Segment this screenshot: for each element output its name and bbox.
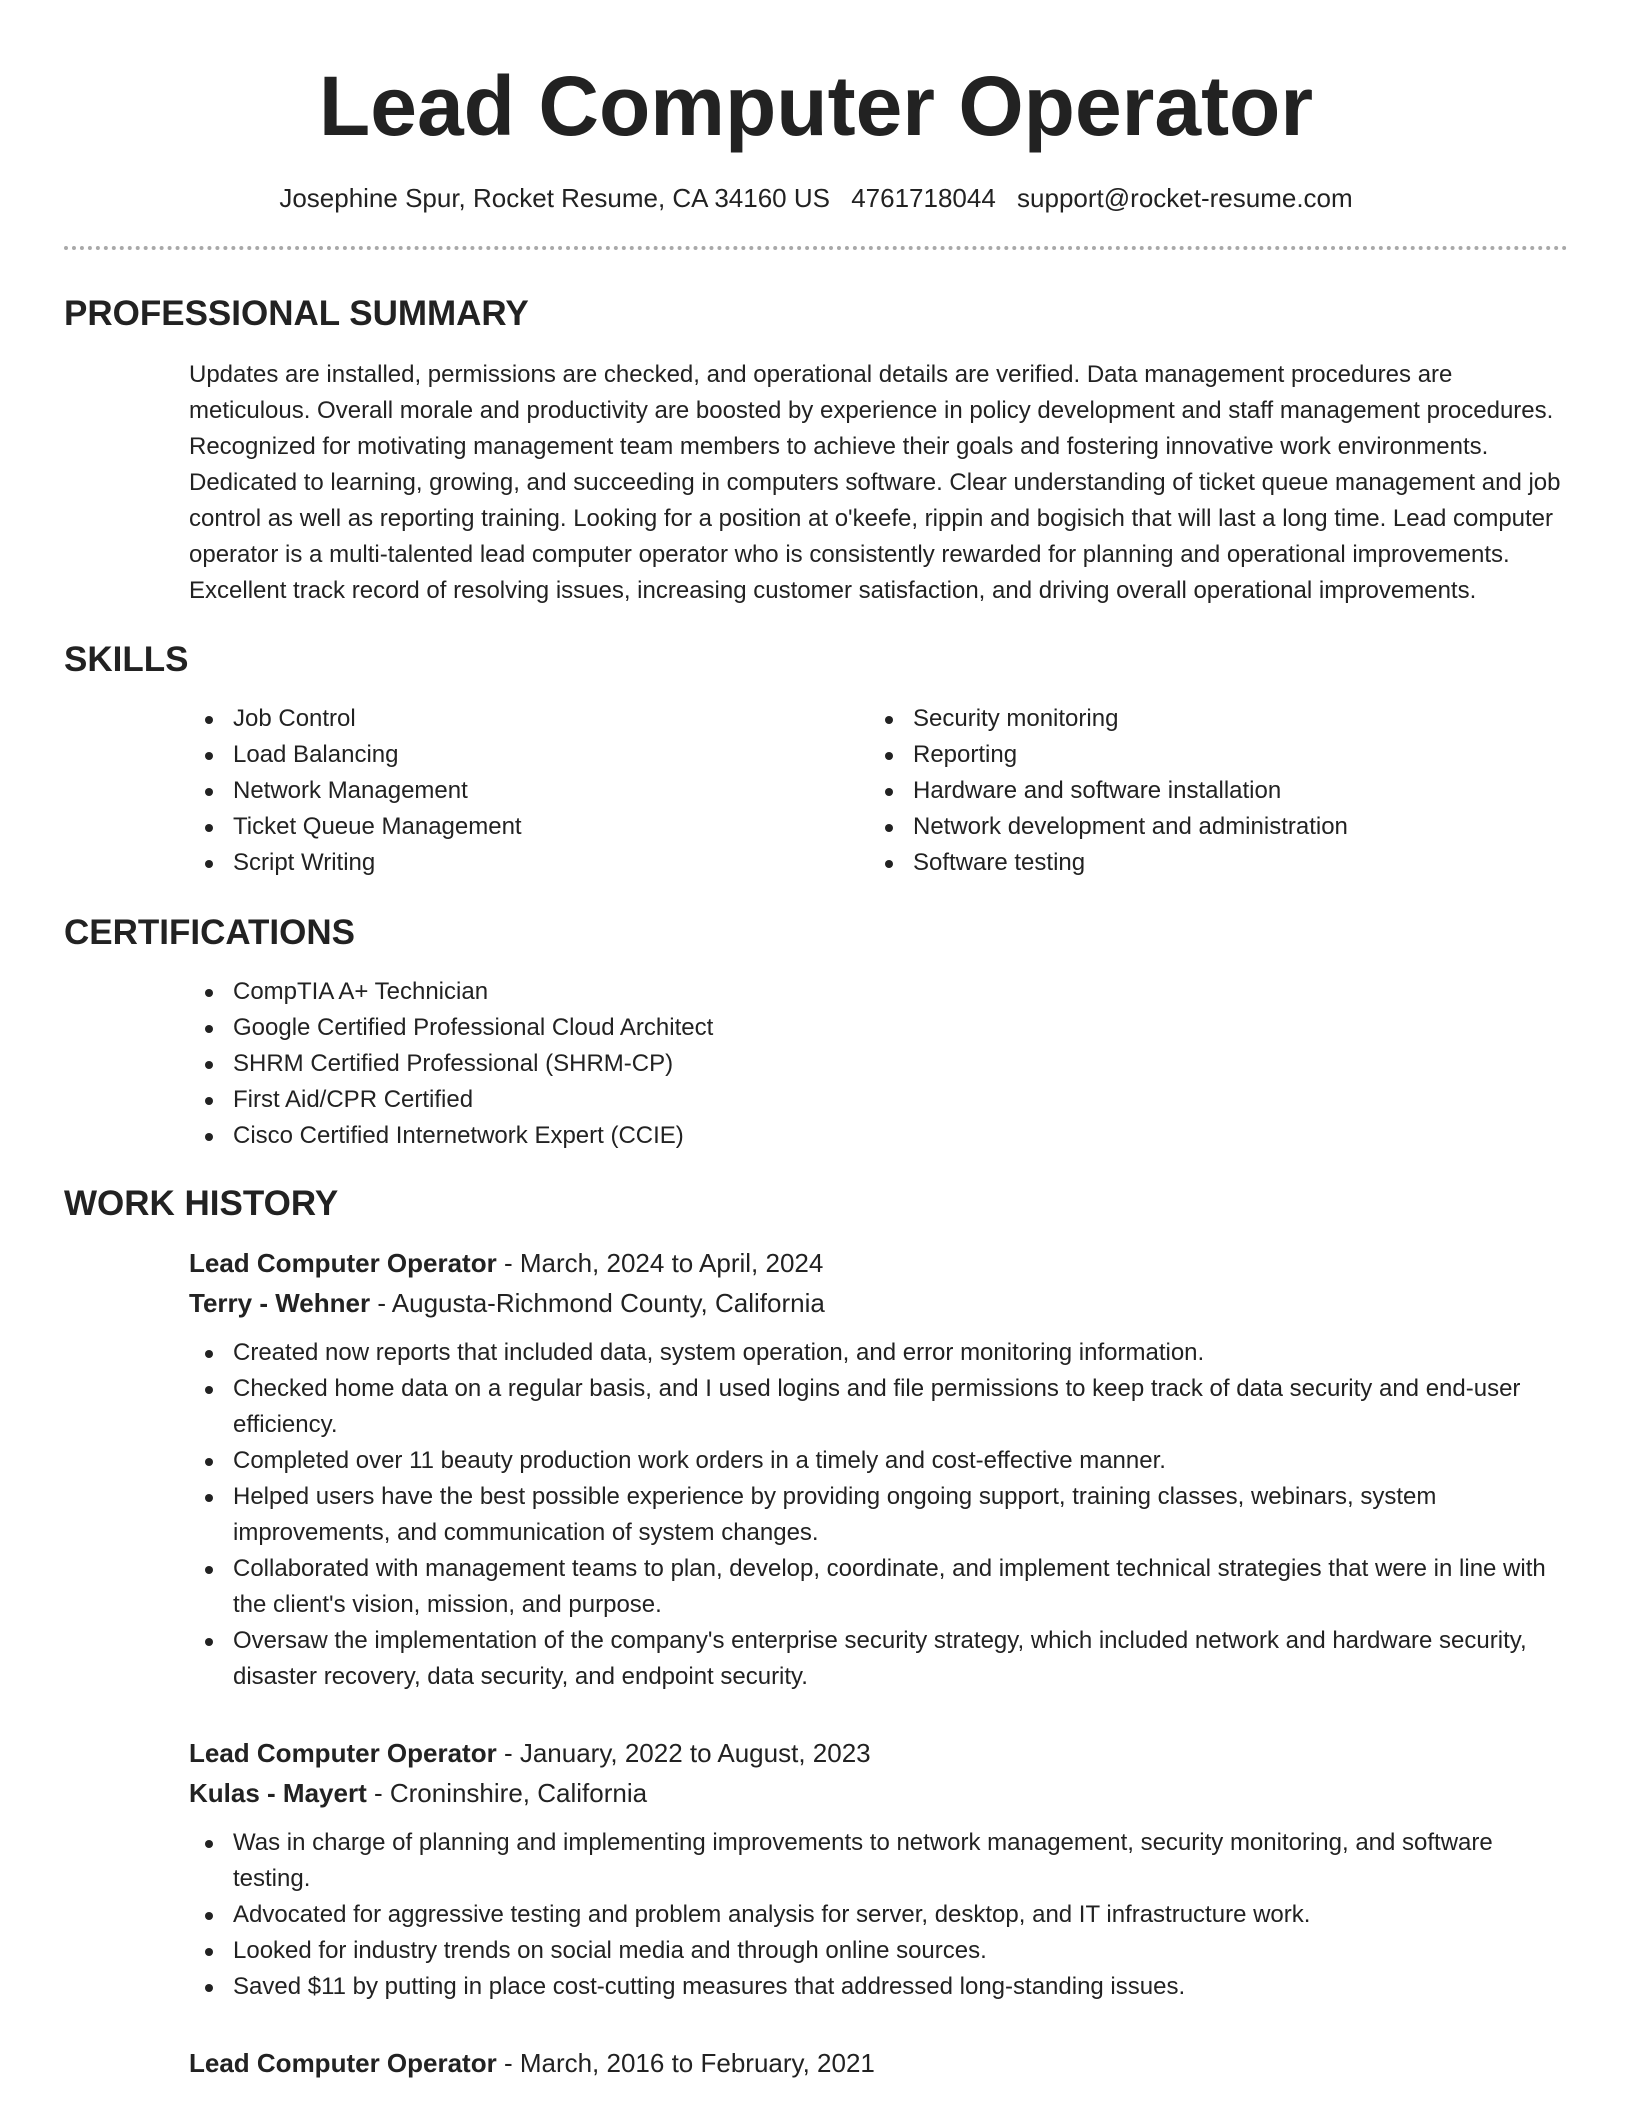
contact-line	[0, 182, 1632, 214]
certification-item: Google Certified Professional Cloud Architect	[189, 1010, 1632, 1046]
job-bullet: Collaborated with management teams to plan, develop, coordinate, and implement technical strategies that were in line with the client's vision, mission, and purpose.	[189, 1551, 1568, 1623]
job-title-line	[189, 2043, 1568, 2083]
certification-item: First Aid/CPR Certified	[189, 1082, 1632, 1118]
skills-heading: SKILLS	[64, 640, 189, 679]
skills-list-left	[189, 701, 869, 881]
contact-email: support@rocket-resume.com	[1017, 183, 1353, 213]
job-company: Kulas - Mayert	[189, 1778, 367, 1808]
job-company-line	[189, 1773, 1568, 1813]
job-bullet: Advocated for aggressive testing and problem analysis for server, desktop, and IT infrastructure work.	[189, 1897, 1568, 1933]
job-company-line	[189, 1283, 1568, 1323]
work-history-heading: WORK HISTORY	[64, 1184, 339, 1223]
certifications-list	[189, 974, 1632, 1154]
skill-item: Reporting	[869, 737, 1549, 773]
skill-item: Load Balancing	[189, 737, 869, 773]
certifications-heading: CERTIFICATIONS	[64, 913, 356, 952]
skill-item: Software testing	[869, 845, 1549, 881]
skill-item: Script Writing	[189, 845, 869, 881]
job-bullet: Helped users have the best possible experience by providing ongoing support, training classes, webinars, system improvements, and communication of system changes.	[189, 1479, 1568, 1551]
skill-item: Network development and administration	[869, 809, 1549, 845]
resume-title: Lead Computer Operator	[318, 59, 1314, 153]
job-location: - Augusta-Richmond County, California	[370, 1288, 825, 1318]
job-bullets	[189, 1335, 1568, 1695]
job-title-line	[189, 1733, 1568, 1773]
job-entry	[189, 2043, 1568, 2083]
certification-item: SHRM Certified Professional (SHRM-CP)	[189, 1046, 1632, 1082]
job-location: - Croninshire, California	[366, 1778, 648, 1808]
certification-item: Cisco Certified Internetwork Expert (CCIE)	[189, 1118, 1632, 1154]
skill-item: Security monitoring	[869, 701, 1549, 737]
job-entry	[189, 1243, 1568, 1695]
job-dates: - January, 2022 to August, 2023	[496, 1738, 871, 1768]
certification-item: CompTIA A+ Technician	[189, 974, 1632, 1010]
job-dates: - March, 2024 to April, 2024	[496, 1248, 824, 1278]
skill-item: Network Management	[189, 773, 869, 809]
header-divider	[64, 246, 1568, 250]
job-bullets	[189, 1825, 1568, 2005]
job-bullet: Looked for industry trends on social media and through online sources.	[189, 1933, 1568, 1969]
job-role: Lead Computer Operator	[189, 2048, 497, 2078]
job-entry	[189, 1733, 1568, 2005]
skill-item: Job Control	[189, 701, 869, 737]
job-company: Terry - Wehner	[189, 1288, 371, 1318]
skill-item: Ticket Queue Management	[189, 809, 869, 845]
job-bullet: Was in charge of planning and implementing improvements to network management, security monitoring, and software testing.	[189, 1825, 1568, 1897]
job-dates: - March, 2016 to February, 2021	[496, 2048, 875, 2078]
summary-heading: PROFESSIONAL SUMMARY	[64, 294, 529, 333]
job-bullet: Checked home data on a regular basis, and I used logins and file permissions to keep track of data security and end-user efficiency.	[189, 1371, 1568, 1443]
skill-item: Hardware and software installation	[869, 773, 1549, 809]
job-bullet: Saved $11 by putting in place cost-cutting measures that addressed long-standing issues.	[189, 1969, 1568, 2005]
job-bullet: Oversaw the implementation of the company's enterprise security strategy, which included network and hardware security, disaster recovery, data security, and endpoint security.	[189, 1623, 1568, 1695]
contact-phone: 4761718044	[851, 183, 996, 213]
job-role: Lead Computer Operator	[189, 1738, 497, 1768]
job-bullet: Created now reports that included data, system operation, and error monitoring information.	[189, 1335, 1568, 1371]
contact-address: Josephine Spur, Rocket Resume, CA 34160 US	[279, 183, 830, 213]
job-bullet: Completed over 11 beauty production work orders in a timely and cost-effective manner.	[189, 1443, 1568, 1479]
summary-text: Updates are installed, permissions are checked, and operational details are verified. Data management procedures are meticulous. Overall morale and productivity are boosted by experience in policy development and staff management procedures. Recognized for motivating management team members to achieve their goals and fostering innovative work environments. Dedicated to learning, growing, and succeeding in computers software. Clear understanding of ticket queue management and job control as well as reporting training. Looking for a position at o'keefe, rippin and bogisich that will last a long time. Lead computer operator is a multi-talented lead computer operator who is consistently rewarded for planning and operational improvements. Excellent track record of resolving issues, increasing customer satisfaction, and driving overall operational improvements.	[189, 361, 1561, 604]
job-title-line	[189, 1243, 1568, 1283]
job-role: Lead Computer Operator	[189, 1248, 497, 1278]
skills-list-right	[869, 701, 1549, 881]
skills-grid	[189, 701, 1568, 881]
